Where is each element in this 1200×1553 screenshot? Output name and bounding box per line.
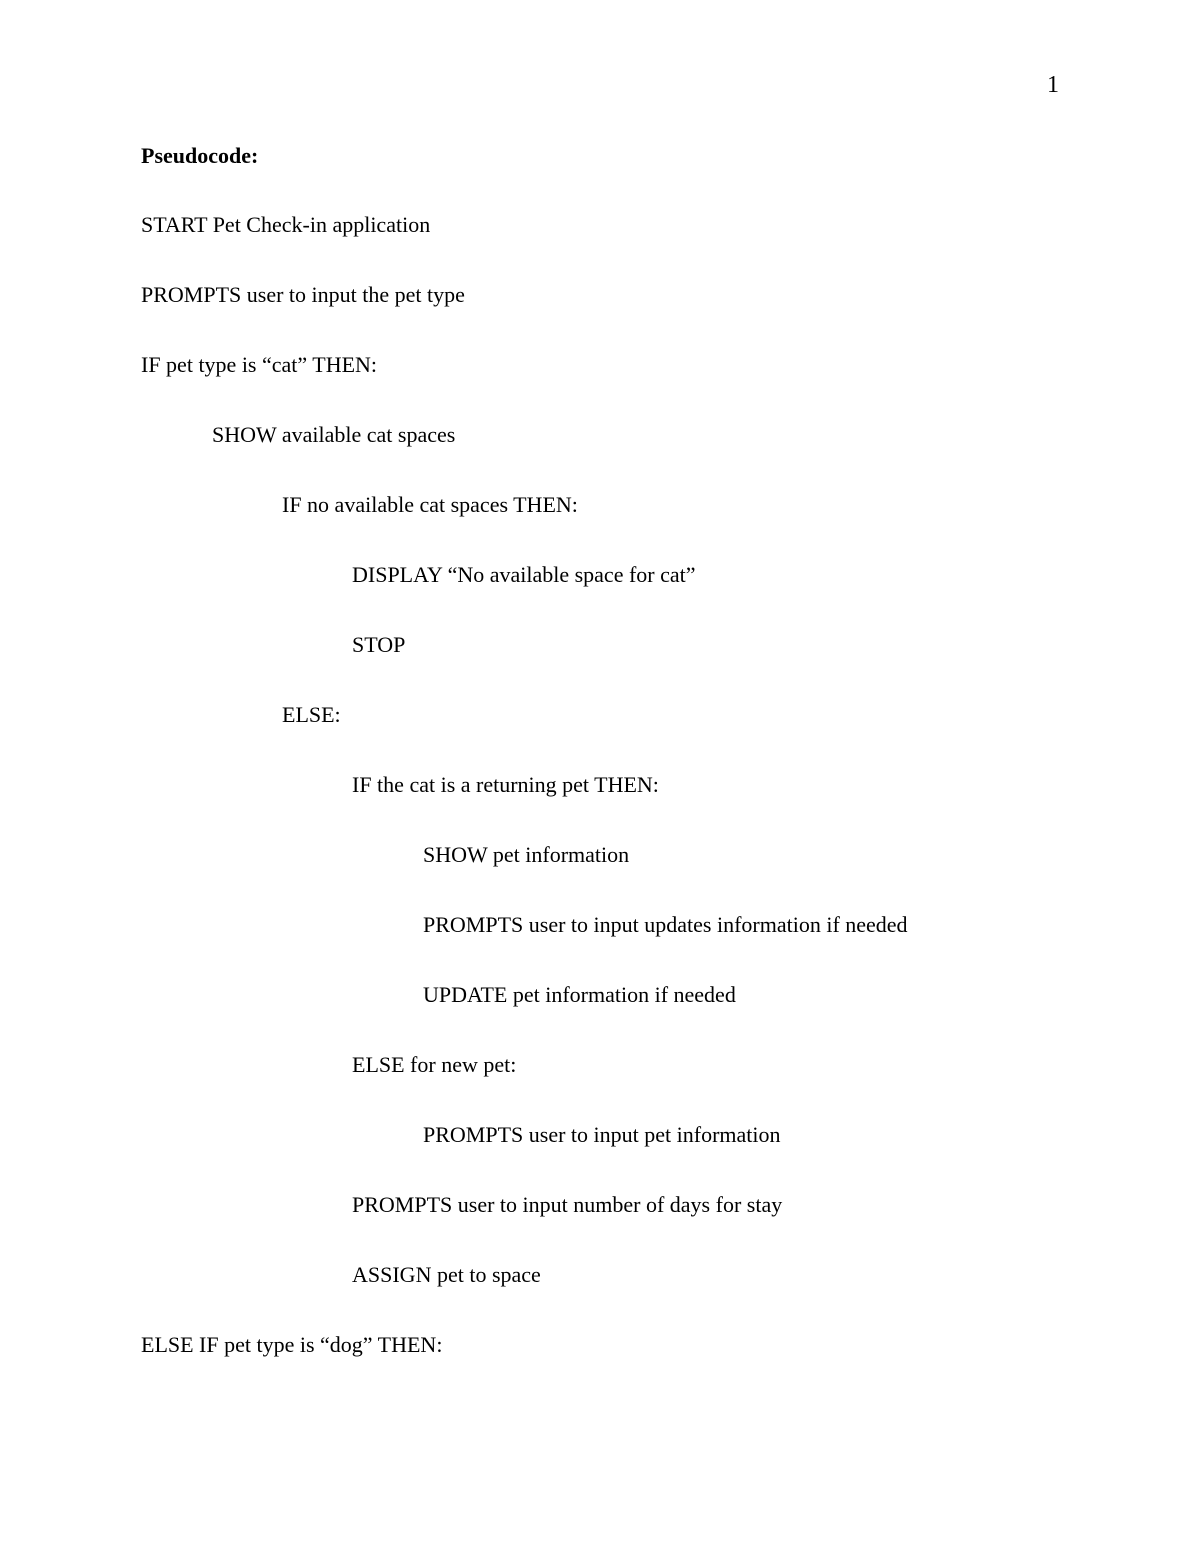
pseudocode-line: SHOW available cat spaces <box>212 422 456 447</box>
pseudocode-line: PROMPTS user to input the pet type <box>141 282 465 307</box>
pseudocode-line: ELSE for new pet: <box>352 1052 517 1077</box>
pseudocode-line: ELSE: <box>282 702 341 727</box>
pseudocode-line: PROMPTS user to input pet information <box>423 1122 781 1147</box>
pseudocode-line: IF the cat is a returning pet THEN: <box>352 772 659 797</box>
pseudocode-heading: Pseudocode: <box>141 143 259 168</box>
pseudocode-line: PROMPTS user to input number of days for stay <box>352 1192 783 1217</box>
pseudocode-line: ELSE IF pet type is “dog” THEN: <box>141 1332 443 1357</box>
pseudocode-line: IF pet type is “cat” THEN: <box>141 352 378 377</box>
pseudocode-line: IF no available cat spaces THEN: <box>282 492 578 517</box>
pseudocode-line: DISPLAY “No available space for cat” <box>352 562 696 587</box>
pseudocode-line: PROMPTS user to input updates information if needed <box>423 912 908 937</box>
pseudocode-line: START Pet Check-in application <box>141 212 431 237</box>
pseudocode-line: UPDATE pet information if needed <box>423 982 736 1007</box>
pseudocode-line: SHOW pet information <box>423 842 630 867</box>
pseudocode-line: STOP <box>352 632 406 657</box>
pseudocode-line: ASSIGN pet to space <box>352 1262 541 1287</box>
page-number: 1 <box>1047 72 1059 98</box>
pseudocode-body <box>141 210 1091 1400</box>
